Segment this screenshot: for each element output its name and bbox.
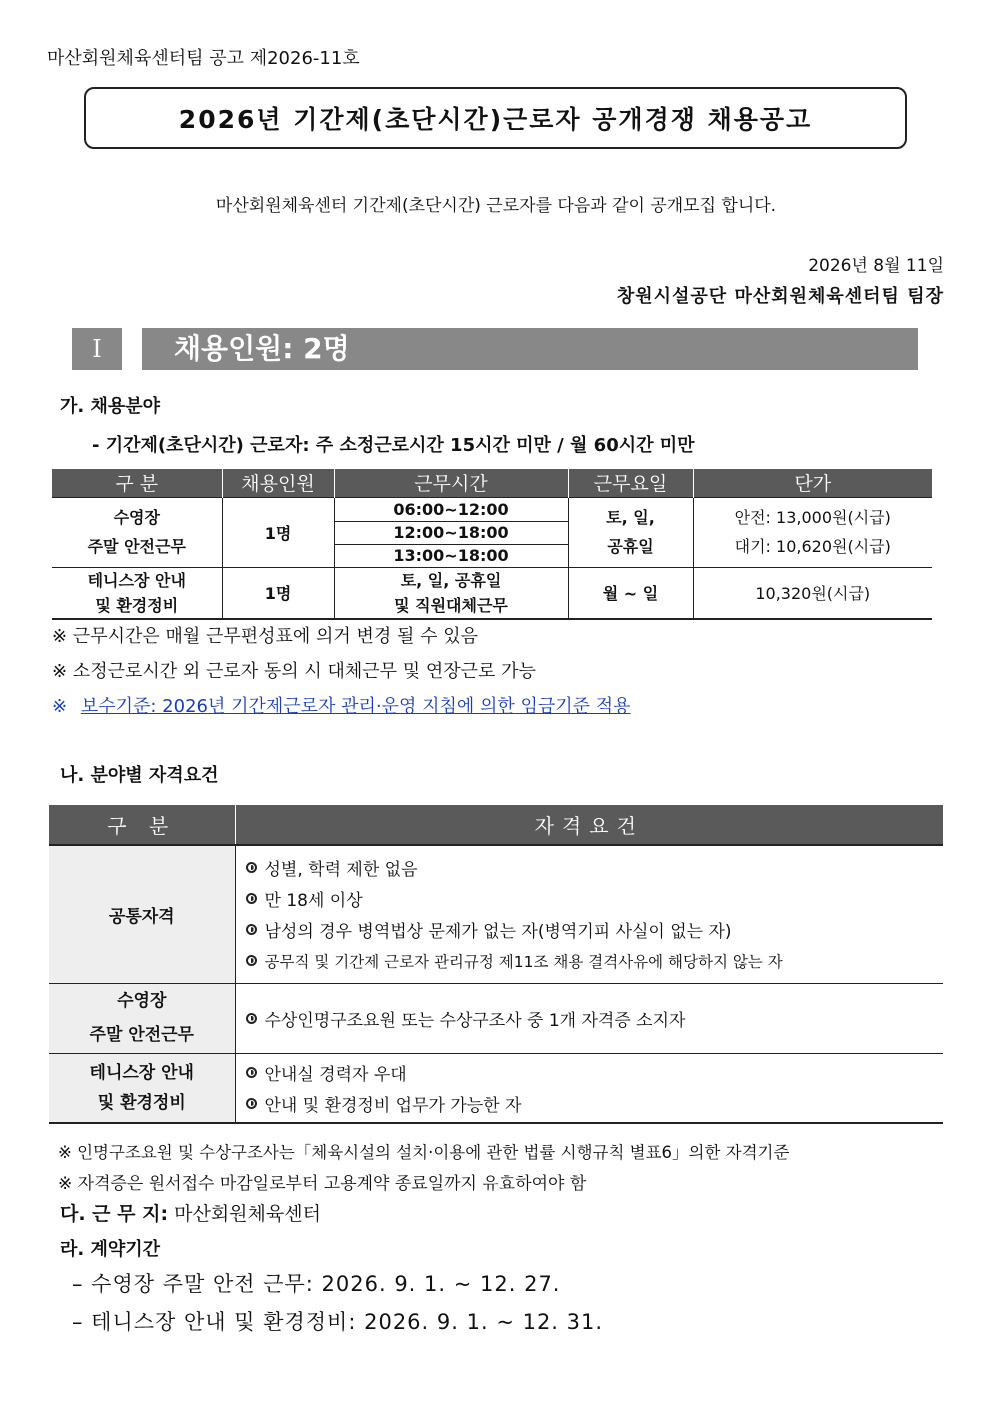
col-header-requirements: 자격요건 xyxy=(235,805,943,845)
hours-cell: 06:00~12:00 xyxy=(334,497,568,521)
notice-date: 2026년 8월 11일 xyxy=(808,256,944,276)
list-item xyxy=(246,1088,944,1119)
employment-type-line: - 기간제(초단시간) 근로자: 주 소정근로시간 15시간 미만 / 월 60시간 미만 xyxy=(92,435,695,456)
bullet-icon xyxy=(246,955,257,966)
wage-line: 대기: 10,620원(시급) xyxy=(734,537,891,556)
wage-line: 안전: 13,000원(시급) xyxy=(734,508,891,527)
col-header-count: 채용인원 xyxy=(222,469,334,497)
workplace-label: 다. 근 무 지: xyxy=(60,1203,169,1225)
hours-line: 토, 일, 공휴일 xyxy=(400,570,502,590)
tennis-label xyxy=(49,1053,235,1123)
table-row xyxy=(49,983,943,1053)
list-item xyxy=(246,883,944,914)
contract-period-tennis: – 테니스장 안내 및 환경정비: 2026. 9. 1. ~ 12. 31. xyxy=(72,1310,604,1334)
requirement-text: 공무직 및 기간제 근로자 관리규정 제11조 채용 결격사유에 해당하지 않는 자 xyxy=(264,952,783,971)
heading-na: 나. 분야별 자격요건 xyxy=(60,765,219,786)
table-row xyxy=(52,497,932,521)
wage-cell xyxy=(693,497,932,567)
notice-number: 마산회원체육센터팀 공고 제2026-11호 xyxy=(47,48,360,69)
table-header-row xyxy=(52,469,932,497)
workplace-line xyxy=(60,1199,321,1226)
category-cell xyxy=(52,567,222,619)
days-cell: 월 ~ 일 xyxy=(568,567,693,619)
days-line: 공휴일 xyxy=(607,537,654,556)
requirement-text: 성별, 학력 제한 없음 xyxy=(264,860,418,881)
section-number: Ⅰ xyxy=(72,328,122,370)
label-line: 및 환경정비 xyxy=(97,1092,186,1113)
intro-text: 마산회원체육센터 기간제(초단시간) 근로자를 다음과 같이 공개모집 합니다. xyxy=(215,196,777,216)
table-row xyxy=(49,845,943,983)
days-cell xyxy=(568,497,693,567)
col-header-hours: 근무시간 xyxy=(334,469,568,497)
wage-cell: 10,320원(시급) xyxy=(693,567,932,619)
pool-requirements xyxy=(235,983,943,1053)
list-item xyxy=(246,1003,944,1034)
hours-line: 및 직원대체근무 xyxy=(394,595,508,615)
note-lifeguard-standard: ※ 인명구조요원 및 수상구조사는「체육시설의 설치·이용에 관한 법률 시행규칙 별표6」의한 자격기준 xyxy=(58,1143,790,1162)
col-header-days: 근무요일 xyxy=(568,469,693,497)
category-line: 테니스장 안내 xyxy=(87,570,186,590)
note-license-validity: ※ 자격증은 원서접수 마감일로부터 고용계약 종료일까지 유효하여야 함 xyxy=(58,1174,587,1194)
issuer: 창원시설공단 마산회원체육센터팀 팀장 xyxy=(616,286,944,307)
count-cell: 1명 xyxy=(222,567,334,619)
section-title: 채용인원: 2명 xyxy=(142,328,918,370)
requirement-text: 수상인명구조요원 또는 수상구조사 중 1개 자격증 소지자 xyxy=(264,1010,686,1031)
category-line: 수영장 xyxy=(113,508,160,527)
bullet-icon xyxy=(246,862,257,873)
requirement-text: 안내실 경력자 우대 xyxy=(264,1064,407,1085)
label-line: 주말 안전근무 xyxy=(89,1025,194,1045)
table-header-row xyxy=(49,805,943,845)
heading-ra: 라. 계약기간 xyxy=(60,1239,161,1260)
category-line: 주말 안전근무 xyxy=(87,537,186,556)
col-header-category: 구 분 xyxy=(49,805,235,845)
note-pay-standard xyxy=(52,692,631,718)
bullet-icon xyxy=(246,1067,257,1078)
workplace-value: 마산회원체육센터 xyxy=(174,1203,321,1225)
heading-ga: 가. 채용분야 xyxy=(60,396,161,417)
bullet-icon xyxy=(246,924,257,935)
col-header-category: 구 분 xyxy=(52,469,222,497)
list-item xyxy=(246,945,944,976)
note-schedule: ※ 근무시간은 매월 근무편성표에 의거 변경 될 수 있음 xyxy=(52,626,479,647)
category-cell xyxy=(52,497,222,567)
note-mark: ※ xyxy=(52,696,68,717)
table-row xyxy=(52,567,932,619)
hours-cell: 13:00~18:00 xyxy=(334,544,568,567)
bullet-icon xyxy=(246,893,257,904)
recruitment-table xyxy=(52,469,932,620)
label-line: 테니스장 안내 xyxy=(89,1062,194,1083)
notice-title: 2026년 기간제(초단시간)근로자 공개경쟁 채용공고 xyxy=(84,87,907,149)
requirement-text: 안내 및 환경정비 업무가 가능한 자 xyxy=(264,1095,522,1116)
hours-cell xyxy=(334,567,568,619)
list-item xyxy=(246,1057,944,1088)
common-label: 공통자격 xyxy=(49,845,235,983)
list-item xyxy=(246,852,944,883)
days-line: 토, 일, xyxy=(606,508,655,527)
tennis-requirements xyxy=(235,1053,943,1123)
label-line: 수영장 xyxy=(117,991,167,1011)
requirement-text: 남성의 경우 병역법상 문제가 없는 자(병역기피 사실이 없는 자) xyxy=(264,922,732,943)
bullet-icon xyxy=(246,1013,257,1024)
common-requirements xyxy=(235,845,943,983)
bullet-icon xyxy=(246,1098,257,1109)
pay-standard-text: 보수기준: 2026년 기간제근로자 관리·운영 지침에 의한 임금기준 적용 xyxy=(80,696,631,717)
note-overtime: ※ 소정근로시간 외 근로자 동의 시 대체근무 및 연장근로 가능 xyxy=(52,661,536,682)
list-item xyxy=(246,914,944,945)
pool-label xyxy=(49,983,235,1053)
col-header-wage: 단가 xyxy=(693,469,932,497)
hours-cell: 12:00~18:00 xyxy=(334,521,568,544)
contract-period-pool: – 수영장 주말 안전 근무: 2026. 9. 1. ~ 12. 27. xyxy=(72,1272,561,1296)
category-line: 및 환경정비 xyxy=(95,595,179,615)
table-row xyxy=(49,1053,943,1123)
qualification-table xyxy=(49,805,943,1124)
requirement-text: 만 18세 이상 xyxy=(264,891,363,912)
count-cell: 1명 xyxy=(222,497,334,567)
